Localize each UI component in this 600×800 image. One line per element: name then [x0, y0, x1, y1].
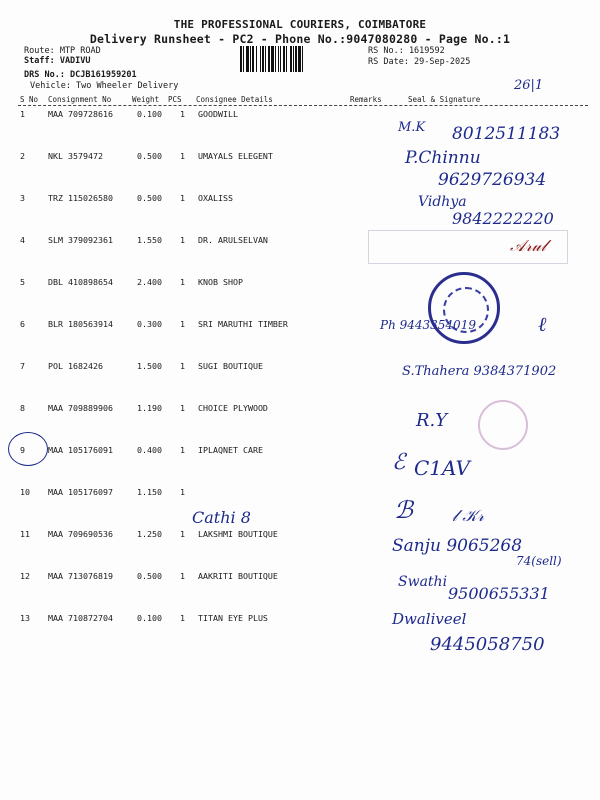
col-pcs-header: PCS [168, 95, 182, 104]
handwritten-phone: Ph 9443354019 [380, 318, 476, 332]
row-consignment: BLR 180563914 [48, 319, 113, 329]
row-weight: 0.100 [137, 613, 162, 623]
row-consignee: CHOICE PLYWOOD [198, 403, 268, 413]
handwritten-phone: 9842222220 [452, 209, 554, 228]
handwritten-phone: 9629726934 [438, 170, 547, 190]
table-row [0, 319, 600, 333]
row-consignment: NKL 3579472 [48, 151, 103, 161]
row-sno: 10 [20, 487, 30, 497]
handwritten-count: 26|1 [514, 78, 544, 93]
runsheet-subtitle: Delivery Runsheet - PC2 - Phone No.:9047080280 - Page No.:1 [89, 32, 511, 46]
drs-number: DRS No.: DCJB161959201 [24, 70, 137, 80]
row-consignment: MAA 713076819 [48, 571, 113, 581]
handwritten-initials: R.Y [416, 410, 448, 431]
row-consignee: LAKSHMI BOUTIQUE [198, 529, 278, 539]
signature-scribble: ℬ [394, 496, 413, 524]
col-sno-header: S No [20, 95, 39, 104]
row-pcs: 1 [180, 235, 185, 245]
row-consignment: TRZ 115026580 [48, 193, 113, 203]
row-consignee: SRI MARUTHI TIMBER [198, 319, 288, 329]
row-pcs: 1 [180, 319, 185, 329]
row-sno: 9 [20, 445, 25, 455]
row-consignee: TITAN EYE PLUS [198, 613, 268, 623]
handwritten-name-phone: S.Thahera 9384371902 [402, 364, 557, 379]
row-sno: 3 [20, 193, 25, 203]
handwritten-name: Swathi [398, 574, 448, 590]
round-seal-stamp [428, 272, 500, 344]
row-consignee: OXALISS [198, 193, 233, 203]
row-consignee: KNOB SHOP [198, 277, 243, 287]
table-row [0, 151, 600, 165]
staff-label: Staff: VADIVU [24, 56, 91, 66]
row-sno: 12 [20, 571, 30, 581]
rs-date: RS Date: 29-Sep-2025 [368, 57, 471, 67]
table-row [0, 487, 600, 501]
row-sno: 1 [20, 109, 25, 119]
row-pcs: 1 [180, 109, 185, 119]
row-pcs: 1 [180, 151, 185, 161]
row-consignee: GOODWILL [198, 109, 238, 119]
handwritten-name: P.Chinnu [405, 148, 481, 168]
handwritten-name-phone: Sanju 9065268 [392, 536, 523, 556]
row-consignee: DR. ARULSELVAN [198, 235, 268, 245]
row-consignment: MAA 105176097 [48, 487, 113, 497]
handwritten-note: 74(sell) [516, 554, 562, 568]
handwritten-name: Vidhya [418, 194, 467, 210]
col-seal-header: Seal & Signature [408, 95, 481, 104]
table-row [0, 193, 600, 207]
table-row [0, 571, 600, 585]
handwritten-signature: ℰ [392, 450, 406, 475]
row-pcs: 1 [180, 529, 185, 539]
row-pcs: 1 [180, 277, 185, 287]
row-consignee: UMAYALS ELEGENT [198, 151, 273, 161]
handwritten-name: Cathi 8 [192, 508, 251, 527]
header-divider [18, 105, 588, 106]
red-signature: 𝒜𝓇𝓊𝓁 [510, 236, 547, 255]
col-consignment-header: Consignment No [48, 95, 112, 104]
row-sno: 8 [20, 403, 25, 413]
row-consignee: AAKRITI BOUTIQUE [198, 571, 278, 581]
handwritten-name: Dwaliveel [392, 610, 467, 628]
row-pcs: 1 [180, 613, 185, 623]
row-pcs: 1 [180, 193, 185, 203]
handwritten-initials: C1AV [414, 456, 470, 480]
row-sno: 13 [20, 613, 30, 623]
handwritten-phone: 8012511183 [452, 124, 561, 144]
route-label: Route: MTP ROAD [24, 46, 101, 56]
row-pcs: 1 [180, 571, 185, 581]
row-weight: 1.250 [137, 529, 162, 539]
row-consignee: SUGI BOUTIQUE [198, 361, 263, 371]
row-consignment: MAA 105176091 [48, 445, 113, 455]
row-weight: 0.300 [137, 319, 162, 329]
rs-number: RS No.: 1619592 [368, 46, 445, 56]
row-sno: 7 [20, 361, 25, 371]
col-remarks-header: Remarks [350, 95, 382, 104]
row-weight: 1.500 [137, 361, 162, 371]
row-9-circle-mark [8, 432, 48, 466]
row-consignee: IPLAQNET CARE [198, 445, 263, 455]
barcode [240, 46, 364, 72]
col-weight-header: Weight [132, 95, 160, 104]
row-weight: 0.400 [137, 445, 162, 455]
table-row [0, 613, 600, 627]
handwritten-phone: 9500655331 [448, 584, 550, 603]
faded-round-stamp [478, 400, 528, 450]
row-consignment: POL 1682426 [48, 361, 103, 371]
row-weight: 1.150 [137, 487, 162, 497]
row-pcs: 1 [180, 403, 185, 413]
handwritten-phone: 9445058750 [430, 634, 545, 655]
row-consignment: MAA 709889906 [48, 403, 113, 413]
vehicle-label: Vehicle: Two Wheeler Delivery [30, 81, 179, 91]
row-pcs: 1 [180, 487, 185, 497]
row-consignment: MAA 709690536 [48, 529, 113, 539]
col-consignee-header: Consignee Details [196, 95, 273, 104]
row-consignment: SLM 379092361 [48, 235, 113, 245]
row-weight: 0.100 [137, 109, 162, 119]
row-consignment: MAA 710872704 [48, 613, 113, 623]
row-sno: 11 [20, 529, 30, 539]
row-weight: 0.500 [137, 193, 162, 203]
table-row [0, 277, 600, 291]
row-weight: 0.500 [137, 151, 162, 161]
row-weight: 2.400 [137, 277, 162, 287]
row-weight: 1.550 [137, 235, 162, 245]
signature-scribble: ℓ [538, 312, 547, 336]
handwritten-initials: M.K [398, 120, 426, 135]
signature-scribble: 𝓁 𝒦𝓇 [452, 506, 484, 525]
row-weight: 0.500 [137, 571, 162, 581]
row-sno: 2 [20, 151, 25, 161]
row-consignment: MAA 709728616 [48, 109, 113, 119]
row-pcs: 1 [180, 361, 185, 371]
row-weight: 1.190 [137, 403, 162, 413]
company-title: THE PROFESSIONAL COURIERS, COIMBATORE [173, 18, 427, 31]
row-sno: 5 [20, 277, 25, 287]
table-row [0, 109, 600, 123]
row-consignment: DBL 410898654 [48, 277, 113, 287]
row-sno: 6 [20, 319, 25, 329]
row-sno: 4 [20, 235, 25, 245]
row-pcs: 1 [180, 445, 185, 455]
